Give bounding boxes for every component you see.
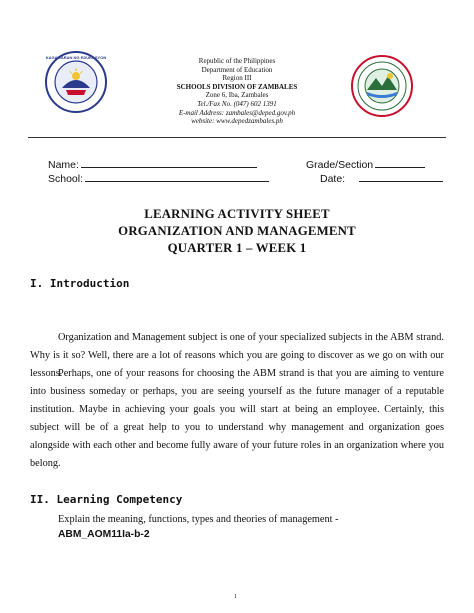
page-number: 1 bbox=[234, 594, 237, 600]
letterhead-department: Department of Education bbox=[201, 65, 273, 74]
division-seal-icon bbox=[350, 54, 414, 118]
school-blank[interactable] bbox=[85, 171, 269, 182]
name-field bbox=[48, 157, 257, 171]
grade-section-blank[interactable] bbox=[375, 157, 425, 168]
name-blank[interactable] bbox=[81, 157, 257, 168]
intro-paragraph-1-text: Organization and Management subject is one of your specialized subjects in the ABM strand. Why is it so? Well, there are a lot of reasons which you are going to discover as we go on with our lessons. bbox=[30, 332, 444, 379]
competency-paragraph bbox=[30, 511, 444, 529]
date-blank[interactable] bbox=[359, 171, 443, 182]
date-label: Date: bbox=[320, 173, 346, 185]
letterhead-republic: Republic of the Philippines bbox=[198, 57, 276, 65]
letterhead bbox=[120, 57, 354, 126]
grade-section-label: Grade/Section bbox=[306, 159, 374, 171]
letterhead-website: website: www.depedzambales.ph bbox=[191, 117, 283, 126]
name-label: Name: bbox=[48, 159, 79, 171]
document-title bbox=[0, 206, 474, 257]
section-competency-heading: II. Learning Competency bbox=[30, 493, 183, 506]
competency-text: Explain the meaning, functions, types and theories of management - bbox=[58, 514, 339, 525]
section-introduction-heading: I. Introduction bbox=[30, 277, 130, 290]
header-divider bbox=[28, 137, 446, 138]
school-label: School: bbox=[48, 173, 84, 185]
title-line-1: LEARNING ACTIVITY SHEET bbox=[144, 207, 330, 221]
date-field bbox=[320, 171, 443, 185]
intro-paragraph-2-text: Perhaps, one of your reasons for choosing the ABM strand is that you are aiming to venture into business someday or perhaps, you are seeing yourself as the future manager of a reputable institution. Maybe in achieving your goals you will start at being an employee. Certainly, this subject will be of a great help to you to understand why management and organization goes alongside with each other and become fully aware of your future roles in an organization where you belong. bbox=[30, 368, 444, 469]
title-line-2: ORGANIZATION AND MANAGEMENT bbox=[118, 224, 356, 238]
competency-code: ABM_AOM11Ia-b-2 bbox=[58, 529, 150, 540]
letterhead-division: SCHOOLS DIVISION OF ZAMBALES bbox=[176, 82, 298, 91]
grade-section-field bbox=[306, 157, 425, 171]
intro-paragraph-2 bbox=[30, 365, 444, 473]
svg-text:KAGAWARAN NG EDUKASYON: KAGAWARAN NG EDUKASYON bbox=[45, 55, 107, 60]
title-line-3: QUARTER 1 – WEEK 1 bbox=[167, 241, 307, 255]
letterhead-email: E-mail Address: zambales@deped.gov.ph bbox=[178, 108, 296, 117]
school-field bbox=[48, 171, 269, 185]
deped-seal-icon bbox=[44, 50, 108, 114]
letterhead-address: Zone 6, Iba, Zambales bbox=[205, 91, 269, 100]
letterhead-telfax: Tel./Fax No. (047) 602 1391 bbox=[197, 99, 277, 108]
letterhead-region: Region III bbox=[222, 74, 252, 83]
